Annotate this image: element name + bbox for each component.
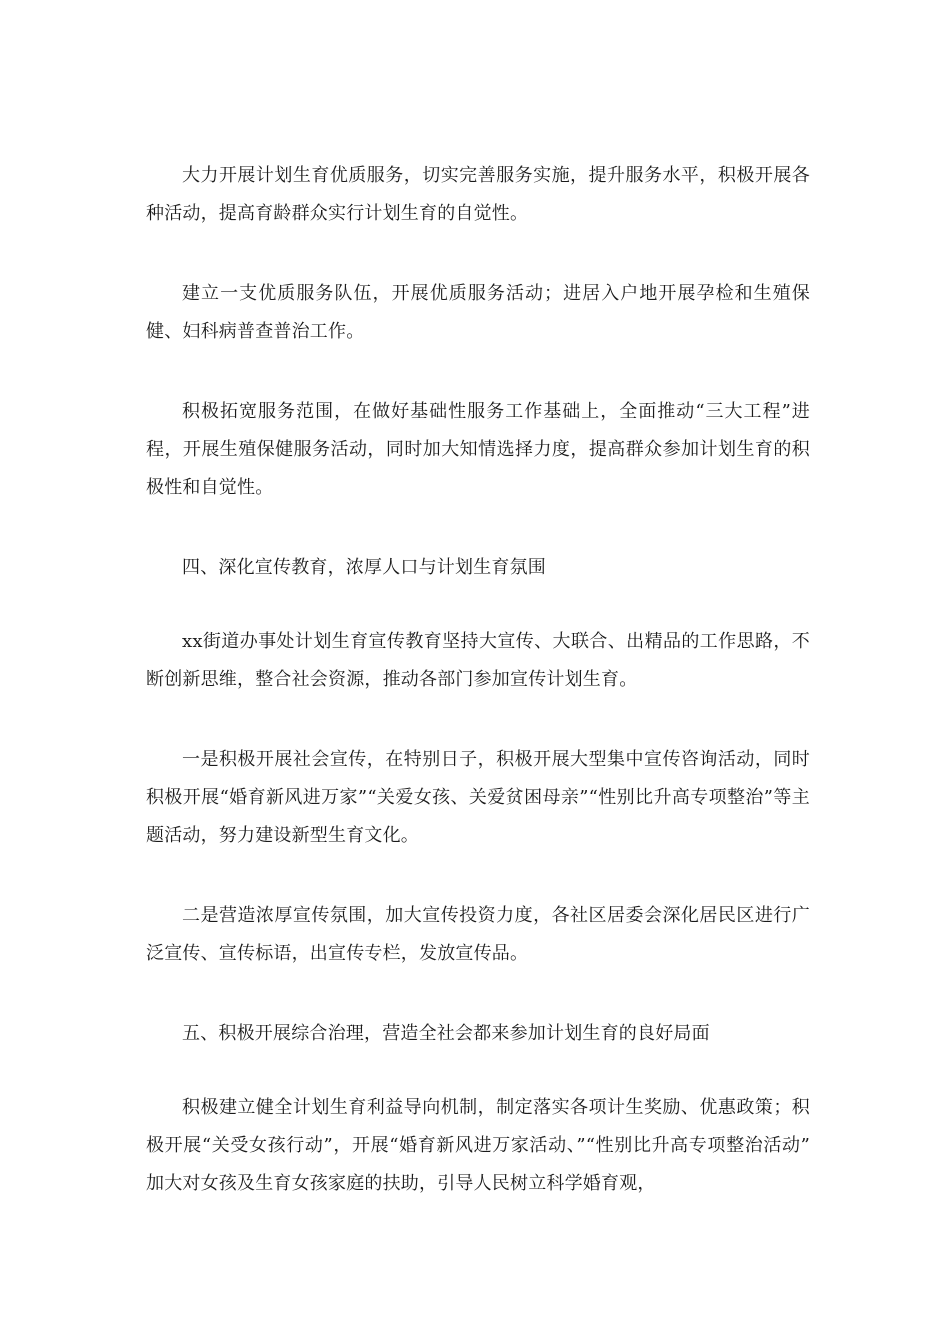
paragraph-publicity-atmosphere: 二是营造浓厚宣传氛围，加大宣传投资力度，各社区居委会深化居民区进行广泛宣传、宣传标语，出宣传专栏，发放宣传品。 [146, 905, 810, 964]
paragraph-publicity-education: xx街道办事处计划生育宣传教育坚持大宣传、大联合、出精品的工作思路，不断创新思维，整合社会资源，推动各部门参加宣传计划生育。 [146, 631, 810, 690]
paragraph-incentive-mechanism: 积极建立健全计划生育利益导向机制，制定落实各项计生奖励、优惠政策；积极开展“关受女孩行动”，开展“婚育新风进万家活动、”“性别比升高专项整治活动” 加大对女孩及生育女孩家庭的扶助，引导人民树立科学婚育观， [146, 1097, 810, 1194]
document-body [146, 157, 810, 1245]
paragraph-social-publicity: 一是积极开展社会宣传，在特别日子，积极开展大型集中宣传咨询活动，同时积极开展“婚育新风进万家”“关爱女孩、关爱贫困母亲”“性别比升高专项整治”等主题活动，努力建设新型生育文化。 [146, 749, 810, 846]
section-heading-four: 四、深化宣传教育，浓厚人口与计划生育氛围 [182, 557, 546, 578]
paragraph-service-team: 建立一支优质服务队伍，开展优质服务活动；进居入户地开展孕检和生殖保健、妇科病普查普治工作。 [146, 283, 810, 342]
section-heading-five: 五、积极开展综合治理，营造全社会都来参加计划生育的良好局面 [182, 1023, 710, 1044]
paragraph-service-scope: 积极拓宽服务范围，在做好基础性服务工作基础上，全面推动“三大工程”进程，开展生殖保健服务活动，同时加大知情选择力度，提高群众参加计划生育的积极性和自觉性。 [146, 401, 810, 498]
paragraph-service-quality: 大力开展计划生育优质服务，切实完善服务实施，提升服务水平，积极开展各种活动，提高育龄群众实行计划生育的自觉性。 [146, 165, 810, 224]
